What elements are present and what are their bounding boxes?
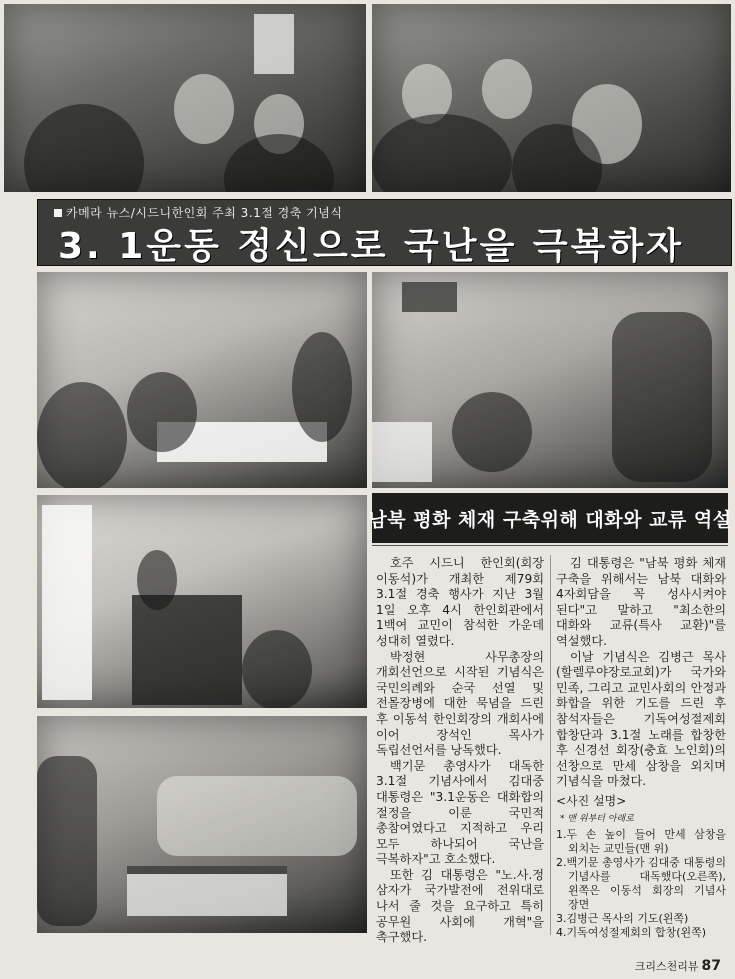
photo-cheering-crowd-left — [4, 4, 366, 192]
divider — [372, 545, 728, 546]
paragraph: 또한 김 대통령은 "노.사.정 삼자가 국가발전에 전위대로 나서 줄 것을 요구하고 특히 공무원 사회에 개혁"을 촉구했다. — [376, 867, 544, 945]
photo-pastor-prayer — [37, 495, 367, 708]
caption-item: 1.두 손 높이 들어 만세 삼창을 외치는 교민들(맨 위) — [556, 828, 726, 856]
caption-item: 3.김병근 목사의 기도(왼쪽) — [556, 912, 689, 926]
photo-chairman-address — [372, 272, 728, 488]
article-subhead: 남북 평화 체재 구축위해 대화와 교류 역설 — [372, 493, 728, 543]
article-column-1 — [376, 556, 544, 946]
photo-caption — [556, 794, 726, 940]
photo-cheering-crowd-right — [372, 4, 731, 192]
caption-item: 2.백기문 총영사가 김대중 대통령의 기념사를 대독했다(오른쪽), 왼쪽은 이동석 회장의 기념사 장면 — [556, 856, 726, 912]
paragraph: 이날 기념식은 김병근 목사(할렐루야장로교회)가 국가와 민족, 그리고 교민사회의 안정과 화합을 위한 기도를 드린 후 참석자들은 기독여성절제회 합창단과 3.1절 노래를 합창한 후 신경선 회장(충효 노인회)의 선창으로 만세 삼창을 외치며 기념식을 마쳤다. — [556, 649, 726, 789]
photo-consul-general-speech — [37, 272, 367, 488]
magazine-name: 크리스천리뷰 — [634, 960, 699, 973]
paragraph: 백기문 총영사가 대독한 3.1절 기념사에서 김대중 대통령은 "3.1운동은 대화합의 절정을 이룬 국민적 총참여였다고 지적하고 우리 모두 하나되어 국난을 극복하자"고 호소했다. — [376, 758, 544, 867]
caption-list — [556, 828, 726, 940]
article-column-2 — [556, 556, 726, 940]
page-number: 87 — [701, 958, 721, 974]
square-bullet-icon — [54, 209, 62, 217]
column-divider — [550, 555, 551, 935]
paragraph: 호주 시드니 한인회(회장 이동석)가 개최한 제79회 3.1절 경축 행사가 지난 3월 1일 오후 4시 한인회관에서 1백여 교민이 참석한 가운데 성대히 열렸다. — [376, 556, 544, 648]
paragraph: 박정현 사무총장의 개회선언으로 시작된 기념식은 국민의례와 순국 선열 및 전몰장병에 대한 묵념을 드린 후 이동석 한인회장의 개회사에 이어 장석인 목사가 독립선언서를 낭독했다. — [376, 649, 544, 758]
title-banner — [37, 199, 732, 266]
paragraph: 김 대통령은 "남북 평화 체재 구축을 위해서는 남북 대화와 4자회담을 꼭 성사시켜야 된다"고 말하고 "최소한의 대화와 교류(특사 교환)"를 역설했다. — [556, 556, 726, 648]
kicker-text: 카메라 뉴스/시드니한인회 주최 3.1절 경축 기념식 — [66, 206, 343, 220]
caption-title: <사진 설명> — [556, 793, 627, 808]
caption-subtitle: * 맨 위부터 아래로 — [560, 813, 634, 824]
headline: 3. 1운동 정신으로 국난을 극복하자 — [58, 226, 684, 267]
page-footer — [635, 958, 721, 974]
caption-item: 4.기독여성절제회의 합창(왼쪽) — [556, 926, 707, 940]
photo-choir-singing — [37, 716, 367, 933]
